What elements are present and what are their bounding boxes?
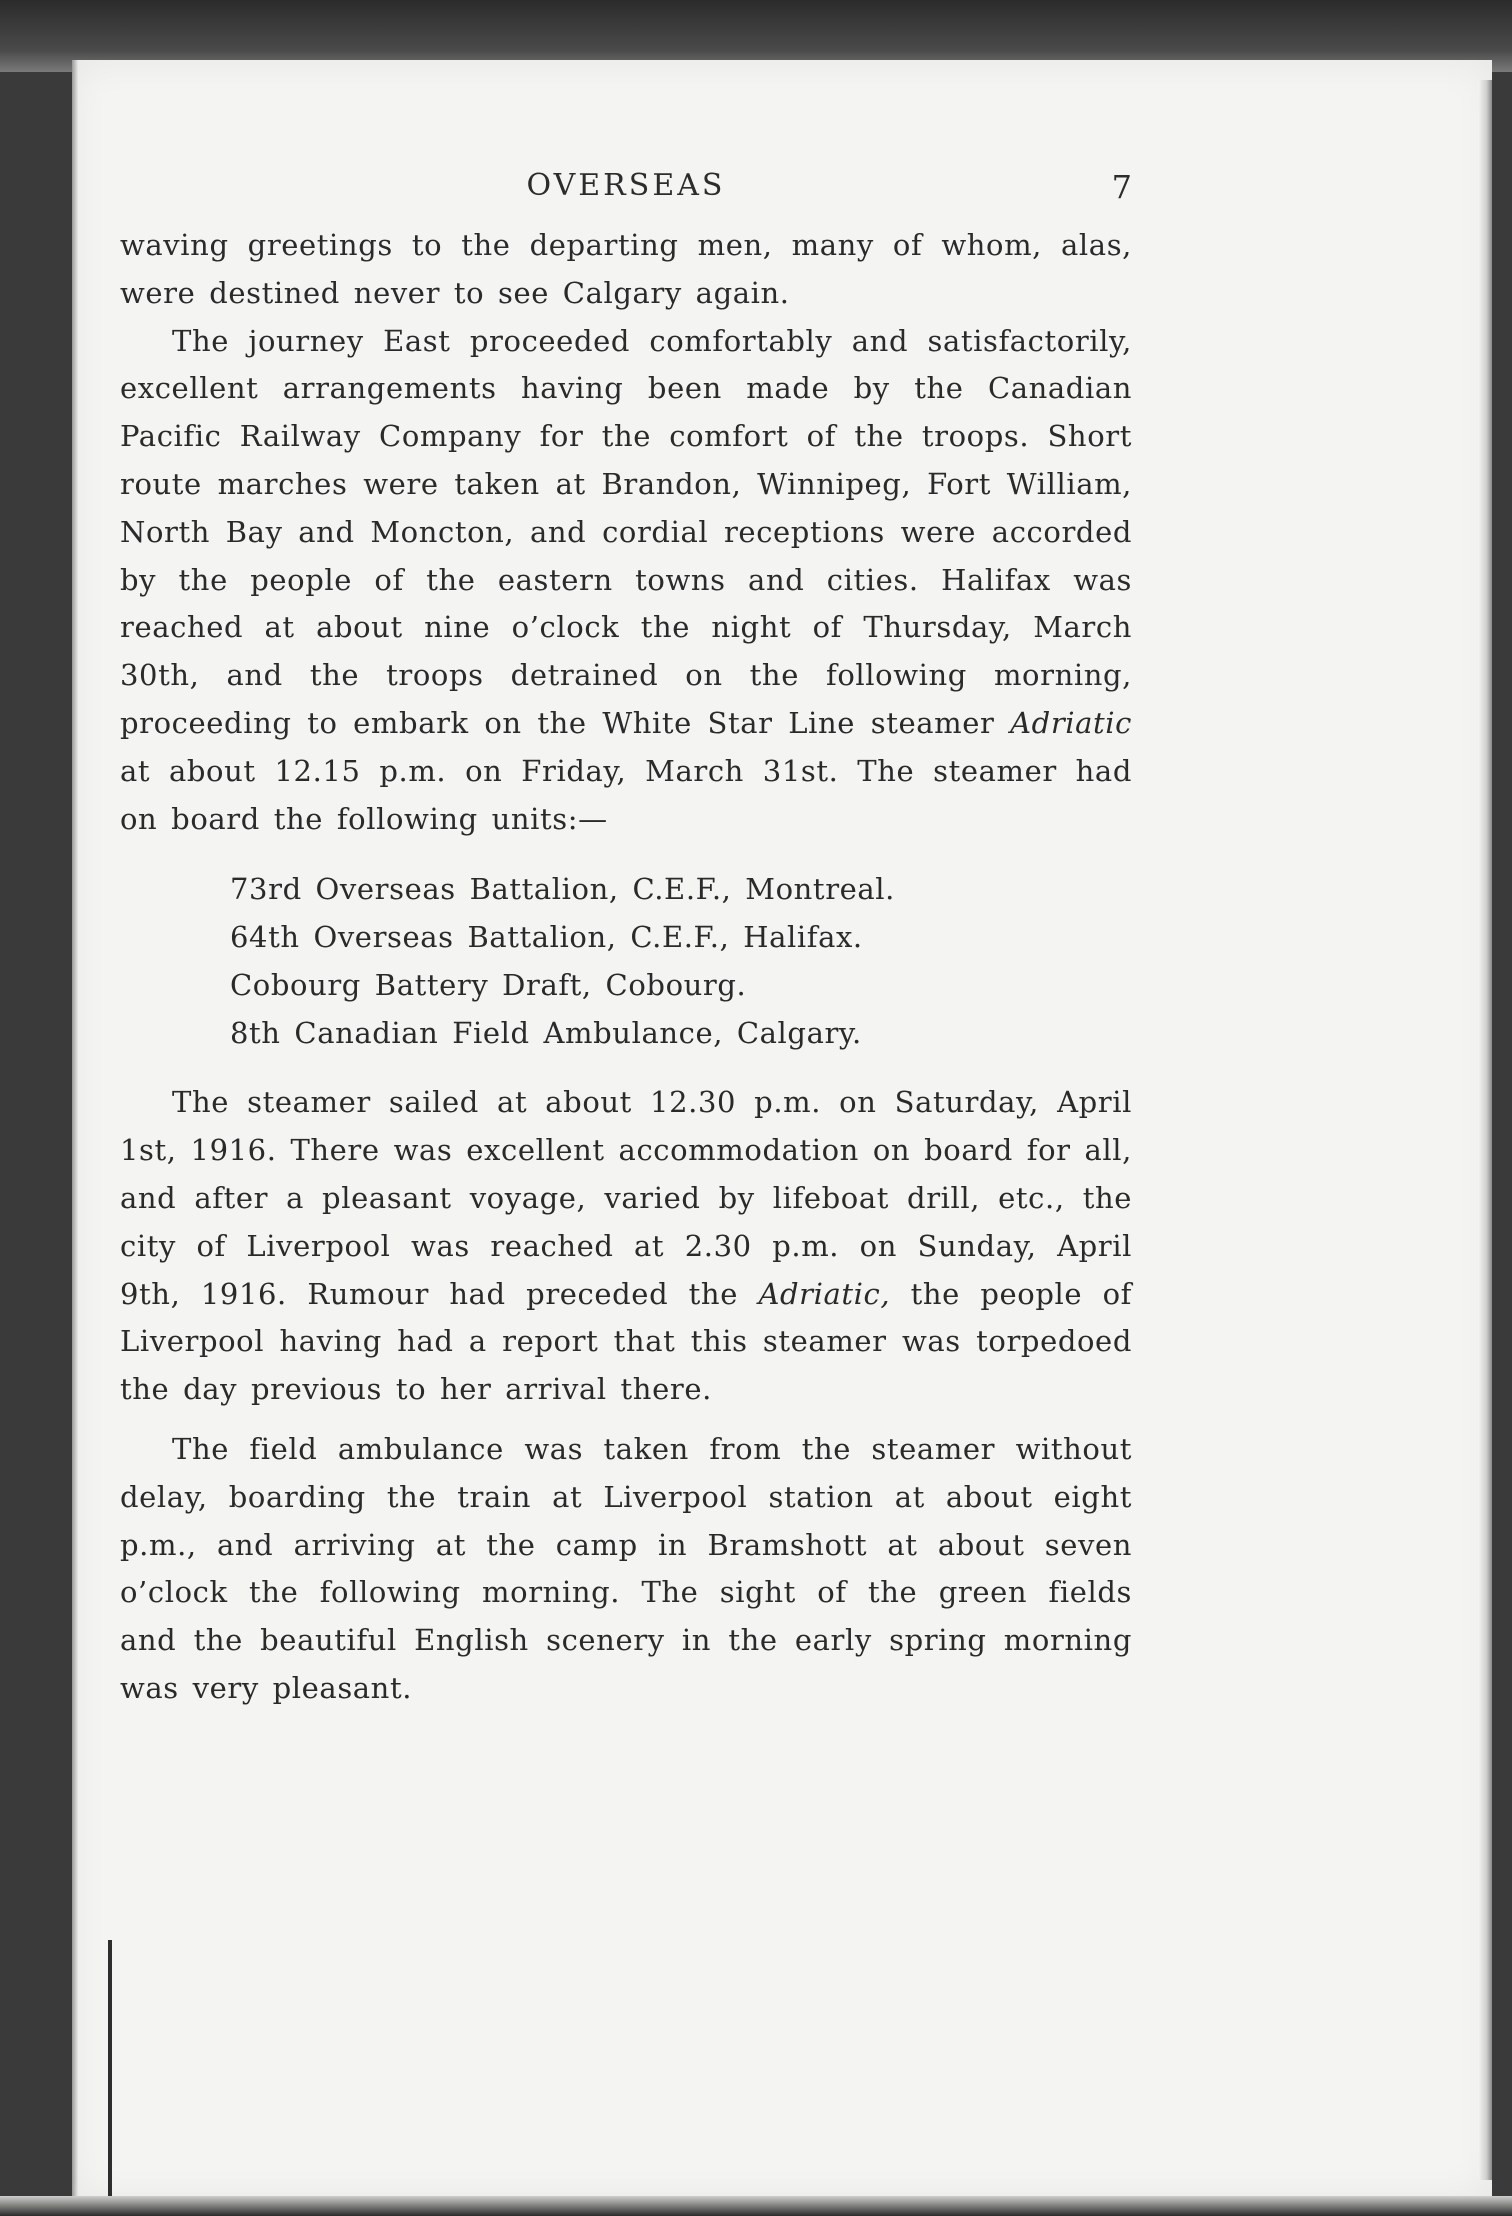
units-list (230, 865, 1132, 1057)
page-left-edge (72, 60, 78, 2200)
ship-name: Adriatic, (758, 1276, 891, 1311)
page-right-edge (1478, 80, 1492, 2180)
paragraph-journey-text: The journey East proceeded comfortably and satisfactorily, excellent arrangements having been made by the Canadian Pacific Railway Company for the comfort of the troops. Short route marches were taken at Brandon, Winnipeg, Fort William, North Bay and Moncton, and cordial receptions were accorded by the people of the eastern towns and cities. Halifax was reached at about nine o’clock the night of Thursday, March 30th, and the troops detrained on the following morning, proceeding to embark on the White Star Line steamer (120, 323, 1132, 740)
page-number: 7 (1111, 168, 1132, 206)
paragraph-continuation: waving greetings to the departing men, many of whom, alas, were destined never to see Calgary again. (120, 228, 1132, 310)
paragraph-arrival: The field ambulance was taken from the steamer without delay, boarding the train at Liverpool station at about eight p.m., and arriving at the camp in Bramshott at about seven o’clock the following morning. The sight of the green fields and the beautiful English scenery in the early spring morning was very pleasant. (120, 1431, 1132, 1705)
running-title: OVERSEAS (526, 168, 726, 203)
paragraph-voyage-text: The steamer sailed at about 12.30 p.m. on Saturday, April 1st, 1916. There was excellent accommodation on board for all, and after a pleasant voyage, varied by lifeboat drill, etc., the city of Liverpool was reached at 2.30 p.m. on Sunday, April 9th, 1916. Rumour had preceded the (120, 1085, 1132, 1311)
scan-bottom-border (0, 2196, 1512, 2216)
unit-item: Cobourg Battery Draft, Cobourg. (230, 968, 747, 1003)
paragraph-journey-end: at about 12.15 p.m. on Friday, March 31st. The steamer had on board the following units:— (120, 753, 1132, 836)
paragraph-voyage (120, 1079, 1132, 1414)
paragraph-voyage-end: the people of Liverpool having had a report that this steamer was torpedoed the day previous to her arrival there. (120, 1276, 1132, 1407)
unit-item: 64th Overseas Battalion, C.E.F., Halifax. (230, 920, 863, 955)
unit-item: 8th Canadian Field Ambulance, Calgary. (230, 1016, 862, 1051)
ship-name: Adriatic (1010, 705, 1133, 740)
running-head (120, 168, 1132, 228)
unit-item: 73rd Overseas Battalion, C.E.F., Montreal. (230, 872, 895, 907)
paragraph-journey (120, 318, 1132, 844)
binding-shadow (108, 1940, 112, 2200)
body-text (120, 222, 1132, 1713)
